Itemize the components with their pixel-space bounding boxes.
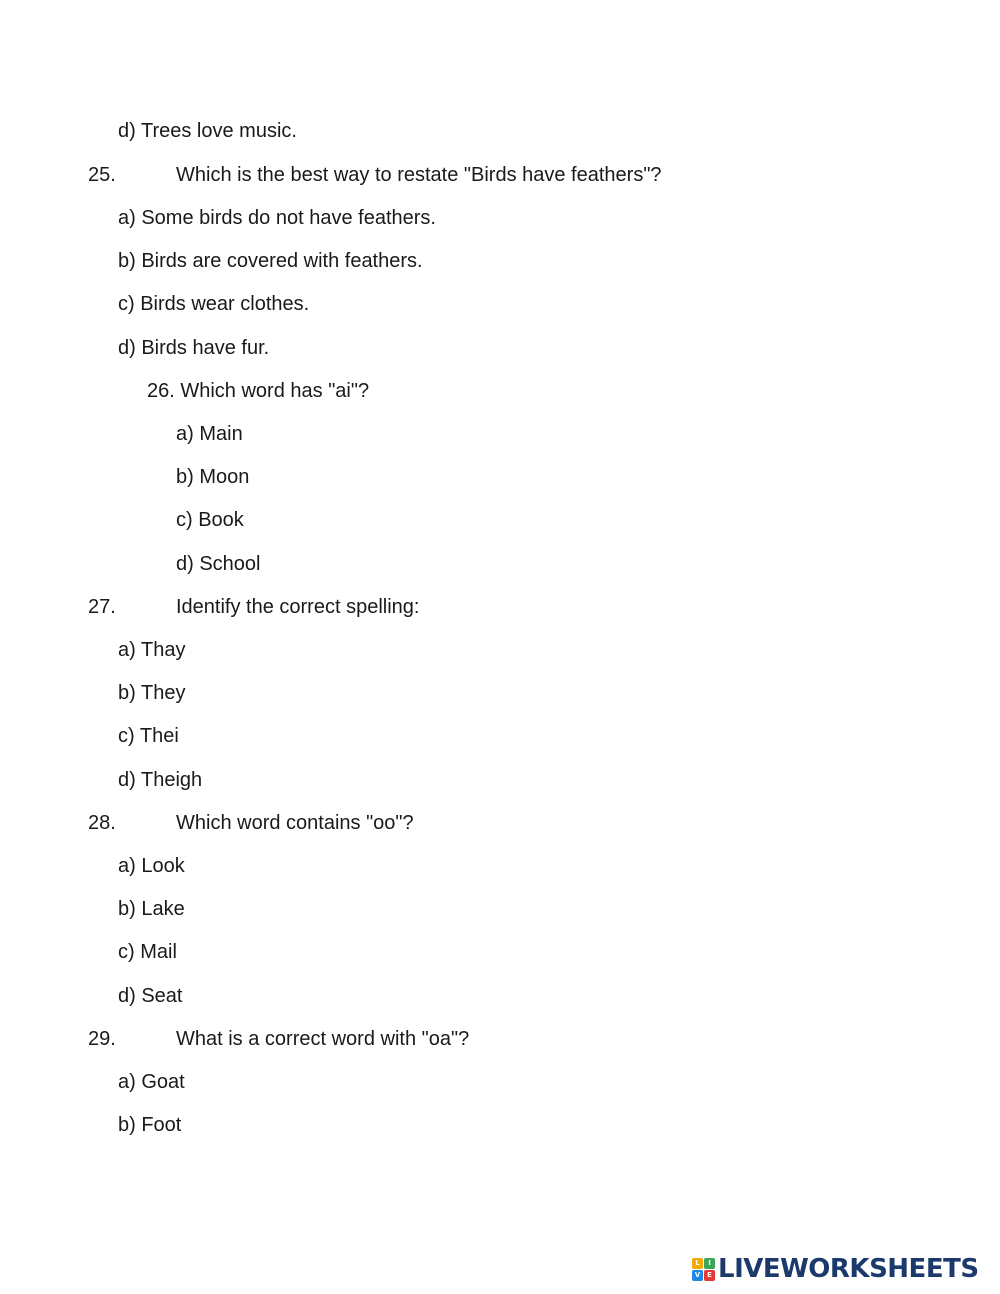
option-25-c: c) Birds wear clothes. xyxy=(118,293,310,315)
logo-text: LIVEWORKSHEETS xyxy=(718,1254,979,1284)
option-27-c: c) Thei xyxy=(118,725,179,747)
liveworksheets-logo xyxy=(692,1254,979,1284)
question-number-28: 28. xyxy=(88,812,116,834)
question-number-25: 25. xyxy=(88,164,116,186)
option-28-d: d) Seat xyxy=(118,985,183,1007)
option-25-d: d) Birds have fur. xyxy=(118,337,270,359)
option-26-d: d) School xyxy=(176,553,261,575)
question-number-27: 27. xyxy=(88,596,116,618)
option-28-b: b) Lake xyxy=(118,898,185,920)
option-26-a: a) Main xyxy=(176,423,243,445)
question-number-29: 29. xyxy=(88,1028,116,1050)
question-28: Which word contains "oo"? xyxy=(176,812,414,834)
option-25-a: a) Some birds do not have feathers. xyxy=(118,207,436,229)
option-27-d: d) Theigh xyxy=(118,769,203,791)
option-25-b: b) Birds are covered with feathers. xyxy=(118,250,423,272)
option-27-a: a) Thay xyxy=(118,639,186,661)
option-28-c: c) Mail xyxy=(118,941,177,963)
question-26: 26. Which word has "ai"? xyxy=(147,380,370,402)
option-24-d: d) Trees love music. xyxy=(118,120,297,142)
question-29: What is a correct word with "oa"? xyxy=(176,1028,470,1050)
option-27-b: b) They xyxy=(118,682,186,704)
logo-mark-icon: L I V E xyxy=(692,1258,715,1281)
question-27: Identify the correct spelling: xyxy=(176,596,420,618)
option-26-b: b) Moon xyxy=(176,466,250,488)
option-29-a: a) Goat xyxy=(118,1071,185,1093)
option-26-c: c) Book xyxy=(176,509,244,531)
option-29-b: b) Foot xyxy=(118,1114,182,1136)
option-28-a: a) Look xyxy=(118,855,185,877)
question-25: Which is the best way to restate "Birds have feathers"? xyxy=(176,164,662,186)
